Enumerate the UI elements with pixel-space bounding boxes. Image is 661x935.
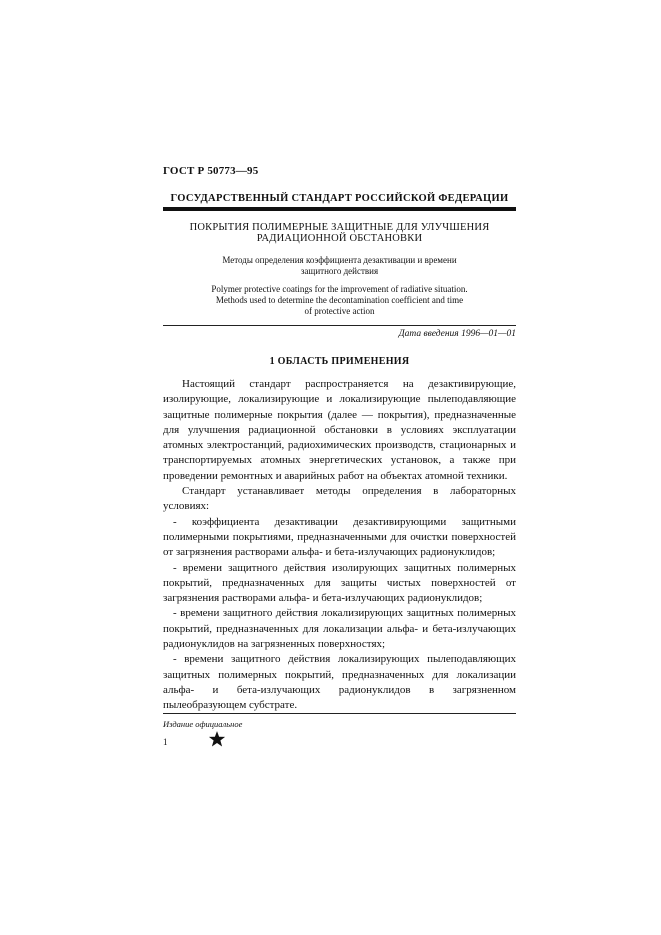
subtitle-ru-line-2: защитного действия <box>300 266 379 276</box>
section-heading: 1 ОБЛАСТЬ ПРИМЕНЕНИЯ <box>269 356 410 367</box>
title-en-line-2: Methods used to determine the decontamination coefficient and time <box>215 295 464 305</box>
document-code: ГОСТ Р 50773—95 <box>163 165 259 177</box>
list-item: - времени защитного действия изолирующих защитных полимерных покрытий, предназначенных для защиты чистых поверхностей от загрязнения растворами альфа- и бета-излучающих радионуклидов; <box>163 561 516 605</box>
title-en-line-3: of protective action <box>304 306 375 316</box>
document-title-ru <box>163 222 516 244</box>
document-subtitle-ru <box>163 255 516 277</box>
list-item: - коэффициента дезактивации дезактивирующими защитными полимерными покрытиями, предназначенными для очистки поверхностей от загрязнения растворами альфа- и бета-излучающих радионуклидов; <box>163 515 516 559</box>
official-edition-note: Издание официальное <box>163 719 243 729</box>
list-item: - времени защитного действия локализирующих защитных полимерных покрытий, предназначенных для локализации альфа- и бета-излучающих радионуклидов на загрязненных поверхностях; <box>163 607 516 651</box>
paragraph-scope: Настоящий стандарт распространяется на дезактивирующие, изолирующие, локализирующие и локализирующие пылеподавляющие защитные полимерные покрытия (далее — покрытия), предназначенные для улучшения радиационной обстановки в условиях эксплуатации атомных электростанций, радиохимических производств, стационарных и транспортируемых атомных энергетических установок, а также при проведении ремонтных и аварийных работ на объектах атомной техники. <box>163 378 516 482</box>
header-rule <box>163 207 516 211</box>
paragraph-methods-intro: Стандарт устанавливает методы определения в лабораторных условиях: <box>163 485 516 513</box>
introduction-date: Дата введения 1996—01—01 <box>398 329 516 339</box>
section-body <box>163 377 516 714</box>
standard-title: ГОСУДАРСТВЕННЫЙ СТАНДАРТ РОССИЙСКОЙ ФЕДЕРАЦИИ <box>170 193 509 204</box>
footer-rule <box>163 713 516 714</box>
list-item: - времени защитного действия локализирующих пылеподавляющих защитных полимерных покрытий, предназначенных для локализации альфа- и бета-излучающих радионуклидов в загрязненном пылеобразующем субстрате. <box>163 653 516 712</box>
title-ru-line-2: РАДИАЦИОННОЙ ОБСТАНОВКИ <box>256 233 423 244</box>
title-rule <box>163 325 516 326</box>
document-title-en <box>163 284 516 317</box>
star-icon <box>208 730 226 748</box>
subtitle-ru-line-1: Методы определения коэффициента дезактивации и времени <box>222 255 457 265</box>
title-ru-line-1: ПОКРЫТИЯ ПОЛИМЕРНЫЕ ЗАЩИТНЫЕ ДЛЯ УЛУЧШЕНИЯ <box>189 222 490 233</box>
title-en-line-1: Polymer protective coatings for the improvement of radiative situation. <box>211 284 468 294</box>
page-number: 1 <box>163 737 168 747</box>
